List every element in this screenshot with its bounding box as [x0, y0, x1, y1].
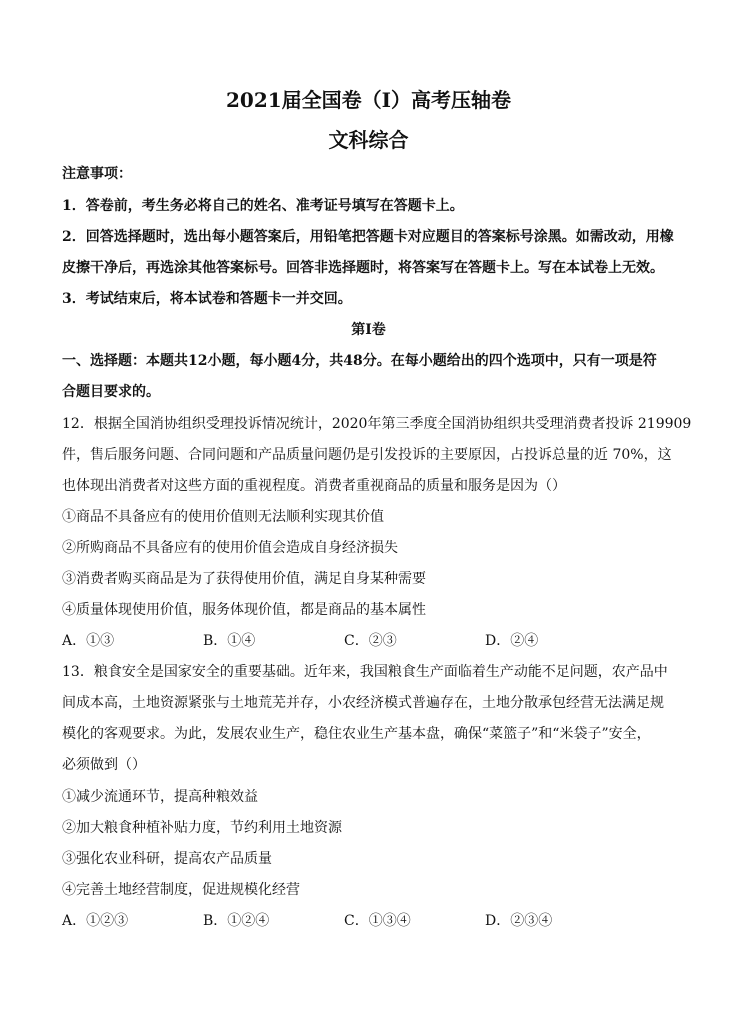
section-instruction: 一、选择题：本题共12小题，每小题4分，共48分。在每小题给出的四个选项中，只有一项是符	[62, 353, 657, 369]
q12-options	[62, 631, 538, 651]
q12-option-b[interactable]: B．①④	[203, 633, 256, 649]
volume-heading: 第Ⅰ卷	[351, 322, 386, 338]
notice-heading: 注意事项：	[62, 166, 132, 182]
notice-item: 1．答卷前，考生务必将自己的姓名、准考证号填写在答题卡上。	[62, 198, 464, 214]
exam-title: 2021届全国卷（Ⅰ）高考压轴卷	[225, 88, 512, 112]
q13-statement: ②加大粮食种植补贴力度，节约利用土地资源	[62, 820, 342, 836]
q13-option-c[interactable]: C．①③④	[344, 913, 411, 929]
q12-option-d[interactable]: D．②④	[485, 633, 539, 649]
section-instruction: 合题目要求的。	[62, 384, 160, 400]
notice-item: 2．回答选择题时，选出每小题答案后，用铅笔把答题卡对应题目的答案标号涂黑。如需改动，用橡	[62, 229, 674, 245]
q13-option-a[interactable]: A．①②③	[62, 913, 129, 929]
exam-subtitle: 文科综合	[328, 128, 409, 152]
q12-statement: ①商品不具备应有的使用价值则无法顺利实现其价值	[62, 509, 384, 525]
notice-item: 皮擦干净后，再选涂其他答案标号。回答非选择题时，将答案写在答题卡上。写在本试卷上无效。	[62, 260, 664, 276]
q12-stem: 12．根据全国消协组织受理投诉情况统计，2020年第三季度全国消协组织共受理消费者投诉 219909	[62, 416, 692, 432]
q13-options	[62, 911, 552, 931]
q12-statement: ④质量体现使用价值，服务体现价值，都是商品的基本属性	[62, 602, 426, 618]
q12-stem: 件，售后服务问题、合同问题和产品质量问题仍是引发投诉的主要原因，占投诉总量的近 70%，这	[62, 447, 672, 463]
q13-statement: ③强化农业科研，提高农产品质量	[62, 851, 272, 867]
q13-stem: 间成本高，土地资源紧张与土地荒芜并存，小农经济模式普遍存在，土地分散承包经营无法满足规	[62, 695, 664, 711]
q13-stem: 必须做到（）	[62, 757, 146, 773]
q12-statement: ③消费者购买商品是为了获得使用价值，满足自身某种需要	[62, 571, 426, 587]
q13-statement: ①减少流通环节，提高种粮效益	[62, 789, 258, 805]
q12-statement: ②所购商品不具备应有的使用价值会造成自身经济损失	[62, 540, 398, 556]
q13-statement: ④完善土地经营制度，促进规模化经营	[62, 882, 300, 898]
notice-item: 3．考试结束后，将本试卷和答题卡一并交回。	[62, 291, 352, 307]
q13-option-d[interactable]: D．②③④	[485, 913, 553, 929]
q12-option-a[interactable]: A．①③	[62, 633, 115, 649]
q13-option-b[interactable]: B．①②④	[203, 913, 270, 929]
q12-stem: 也体现出消费者对这些方面的重视程度。消费者重视商品的质量和服务是因为（）	[62, 478, 566, 494]
q13-stem: 13．粮食安全是国家安全的重要基础。近年来，我国粮食生产面临着生产动能不足问题，农产品中	[62, 664, 668, 680]
q12-option-c[interactable]: C．②③	[344, 633, 397, 649]
q13-stem: 模化的客观要求。为此，发展农业生产，稳住农业生产基本盘，确保“菜篮子”和“米袋子”安全，	[62, 726, 651, 742]
